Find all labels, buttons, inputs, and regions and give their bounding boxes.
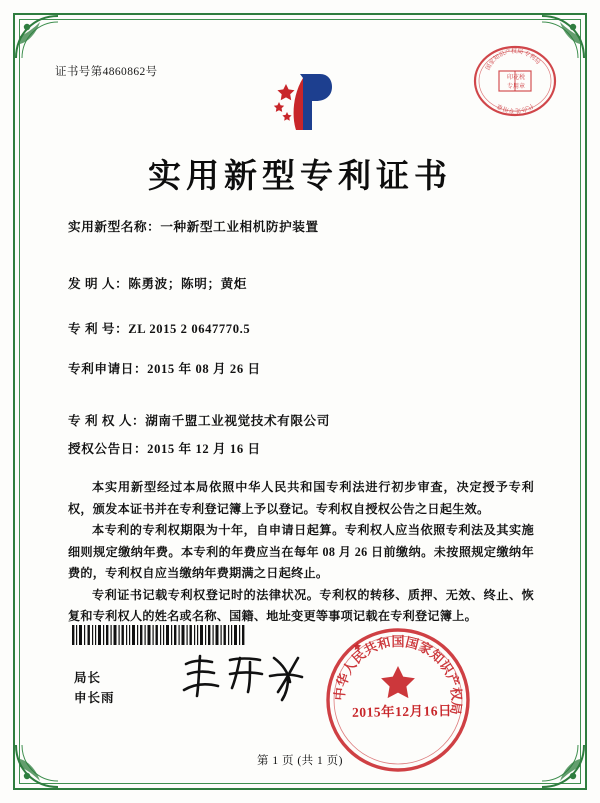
field-value: 陈勇波；陈明；黄炬 [128,277,248,291]
svg-text:办: 办 [520,104,529,114]
svg-text:和: 和 [375,635,393,654]
svg-text:权: 权 [510,47,518,56]
svg-text:专: 专 [508,106,516,115]
barcode [72,625,247,645]
svg-text:印花税: 印花税 [507,74,526,81]
svg-text:华: 华 [334,671,354,690]
svg-text:局: 局 [446,700,464,716]
svg-text:共: 共 [361,639,381,659]
svg-text:利: 利 [527,52,537,62]
seal-date: 2015年12月16日 [351,703,453,720]
field-label: 专利申请日： [68,362,148,376]
svg-text:处: 处 [514,106,522,115]
director-label: 局长 [74,671,102,685]
field-value: 湖南千盟工业视觉技术有限公司 [145,414,330,428]
director-signature [178,650,310,704]
svg-text:国: 国 [484,62,494,72]
field-label: 发 明 人： [68,277,129,291]
svg-text:家: 家 [487,57,498,67]
field-patentee [68,410,330,429]
svg-text:产: 产 [504,48,512,57]
page-title: 实用新型专利证书 [148,156,452,195]
svg-text:知: 知 [492,53,502,63]
svg-text:民: 民 [349,647,370,668]
paragraph: 专利证书记载专利权登记时的法律状况。专利权的转移、质押、无效、终止、恢复和专利权人的姓名或名称、国籍、地址变更等事项记载在专利登记簿上。 [68,587,534,623]
field-grant-announcement-date [68,438,261,457]
svg-text:权: 权 [447,686,464,702]
field-value: 一种新型工业相机防护装置 [160,220,319,234]
patent-office-logo-icon [262,68,338,136]
field-value: 2015 年 08 月 26 日 [147,362,261,376]
legal-body-text [68,477,534,628]
svg-text:国: 国 [403,635,421,654]
field-value: ZL 2015 2 0647770.5 [128,322,251,336]
field-patent-number [68,318,250,337]
director-name: 申长雨 [74,691,115,705]
agency-seal-stamp [472,38,558,124]
svg-text:章: 章 [495,102,505,112]
svg-text:家: 家 [415,639,435,659]
field-application-date [68,358,261,377]
svg-text:用: 用 [501,104,510,114]
svg-text:局: 局 [516,47,524,56]
field-label: 实用新型名称： [68,220,161,234]
svg-text:知: 知 [426,647,447,668]
field-utility-model-name [68,216,319,235]
certificate-number: 证书号第4860862号 [55,66,158,78]
field-label: 授权公告日： [68,442,148,456]
field-label: 专 利 权 人： [68,414,146,428]
field-label: 专 利 号： [68,322,129,336]
svg-text:专用章: 专用章 [507,83,526,90]
paragraph: 本专利的专利权期限为十年，自申请日起算。专利权人应当依照专利法及其实施细则规定缴纳年费。本专利的年费应当在每年 08 月 26 日前缴纳。未按照规定缴纳年费的，专利权自应当缴纳年费期满之日起终止。 [68,523,534,580]
field-value: 2015 年 12 月 16 日 [147,442,261,456]
svg-text:产: 产 [442,671,462,690]
svg-text:专: 专 [522,49,532,59]
svg-text:中: 中 [332,686,349,702]
svg-text:人: 人 [340,658,361,678]
svg-text:代: 代 [525,102,535,112]
svg-text:识: 识 [435,658,456,678]
page-footer: 第 1 页 (共 1 页) [256,755,344,767]
svg-text:局: 局 [532,56,542,66]
svg-text:国: 国 [391,635,405,650]
field-inventors [68,273,247,292]
svg-text:识: 识 [497,50,507,59]
paragraph: 本实用新型经过本局依照中华人民共和国专利法进行初步审查，决定授予专利权，颁发本证书并在专利登记簿上予以登记。专利权自授权公告之日起生效。 [68,480,534,516]
